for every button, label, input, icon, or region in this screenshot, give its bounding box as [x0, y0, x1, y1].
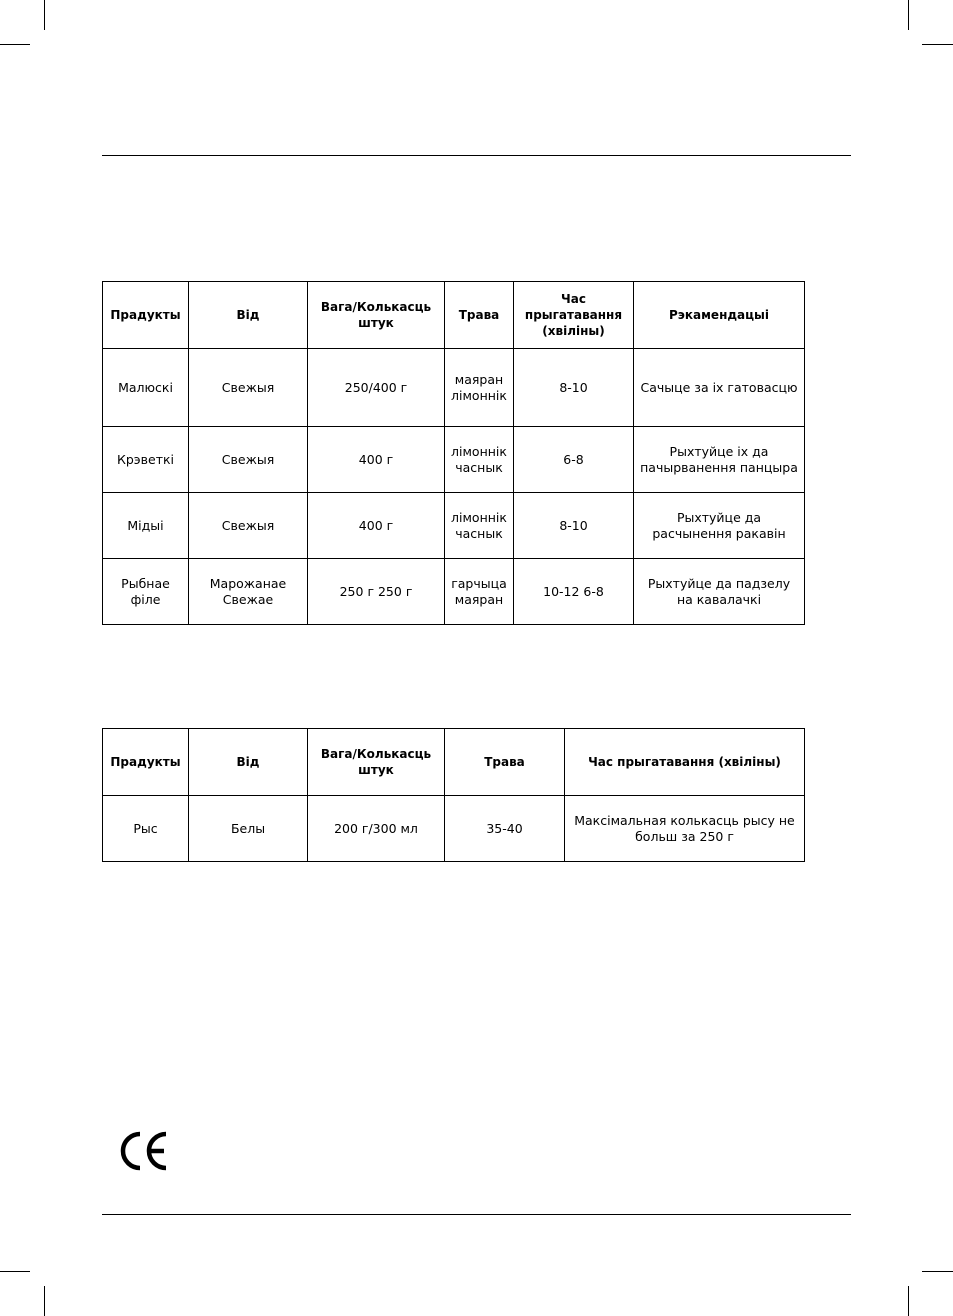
table-cell: 400 г — [308, 493, 445, 559]
crop-mark-top-right-h — [922, 44, 953, 45]
table-row — [103, 349, 805, 427]
table-row — [103, 559, 805, 625]
header-cell: Час прыгатавання (хвіліны) — [514, 282, 634, 349]
table-cell: Малюскі — [103, 349, 189, 427]
crop-mark-top-left-v — [44, 0, 45, 30]
table-cell: Рыхтуйце да расчынення ракавін — [634, 493, 805, 559]
table-cell: Рыхтуйце да падзелу на кавалачкі — [634, 559, 805, 625]
crop-mark-bottom-right-h — [922, 1271, 953, 1272]
table-cell: Белы — [189, 796, 308, 862]
seafood-cooking-table — [102, 281, 805, 625]
table-row — [103, 493, 805, 559]
crop-mark-top-right-v — [908, 0, 909, 30]
table-cell: 8-10 — [514, 349, 634, 427]
header-cell: Час прыгатавання (хвіліны) — [565, 729, 805, 796]
crop-mark-bottom-left-v — [44, 1286, 45, 1316]
table-cell: Свежыя — [189, 349, 308, 427]
table-cell: 8-10 — [514, 493, 634, 559]
table-cell: Рыбнае філе — [103, 559, 189, 625]
table-cell: Мідыі — [103, 493, 189, 559]
header-cell: Прадукты — [103, 282, 189, 349]
table-cell: Свежыя — [189, 427, 308, 493]
header-rule — [102, 155, 851, 156]
table-header-row — [103, 729, 805, 796]
table-cell: Сачыце за іх гатовасцю — [634, 349, 805, 427]
table-cell: 250 г 250 г — [308, 559, 445, 625]
table-cell: Рыс — [103, 796, 189, 862]
table-cell: 200 г/300 мл — [308, 796, 445, 862]
table-cell: 400 г — [308, 427, 445, 493]
header-cell: Прадукты — [103, 729, 189, 796]
header-cell: Від — [189, 729, 308, 796]
table-cell: 6-8 — [514, 427, 634, 493]
crop-mark-bottom-right-v — [908, 1286, 909, 1316]
header-cell: Вага/Колькасць штук — [308, 282, 445, 349]
table-cell: 250/400 г — [308, 349, 445, 427]
table-cell: Свежыя — [189, 493, 308, 559]
table-cell: 10-12 6-8 — [514, 559, 634, 625]
table-header-row — [103, 282, 805, 349]
table-cell: гарчыца маяран — [445, 559, 514, 625]
table-cell: маяран лімоннік — [445, 349, 514, 427]
table-cell: Крэветкі — [103, 427, 189, 493]
header-cell: Трава — [445, 282, 514, 349]
table-cell: Максімальная колькасць рысу не больш за 250 г — [565, 796, 805, 862]
ce-mark-icon — [118, 1130, 170, 1172]
header-cell: Рэкамендацыі — [634, 282, 805, 349]
footer-rule — [102, 1214, 851, 1215]
table-cell: Рыхтуйце іх да пачырванення панцыра — [634, 427, 805, 493]
header-cell: Вага/Колькасць штук — [308, 729, 445, 796]
crop-mark-top-left-h — [0, 44, 30, 45]
table-cell: лімоннік часнык — [445, 427, 514, 493]
header-cell: Від — [189, 282, 308, 349]
table-row — [103, 796, 805, 862]
rice-cooking-table — [102, 728, 805, 862]
table-cell: 35-40 — [445, 796, 565, 862]
table-cell: лімоннік часнык — [445, 493, 514, 559]
table-row — [103, 427, 805, 493]
table-cell: Марожанае Свежае — [189, 559, 308, 625]
crop-mark-bottom-left-h — [0, 1271, 30, 1272]
header-cell: Трава — [445, 729, 565, 796]
